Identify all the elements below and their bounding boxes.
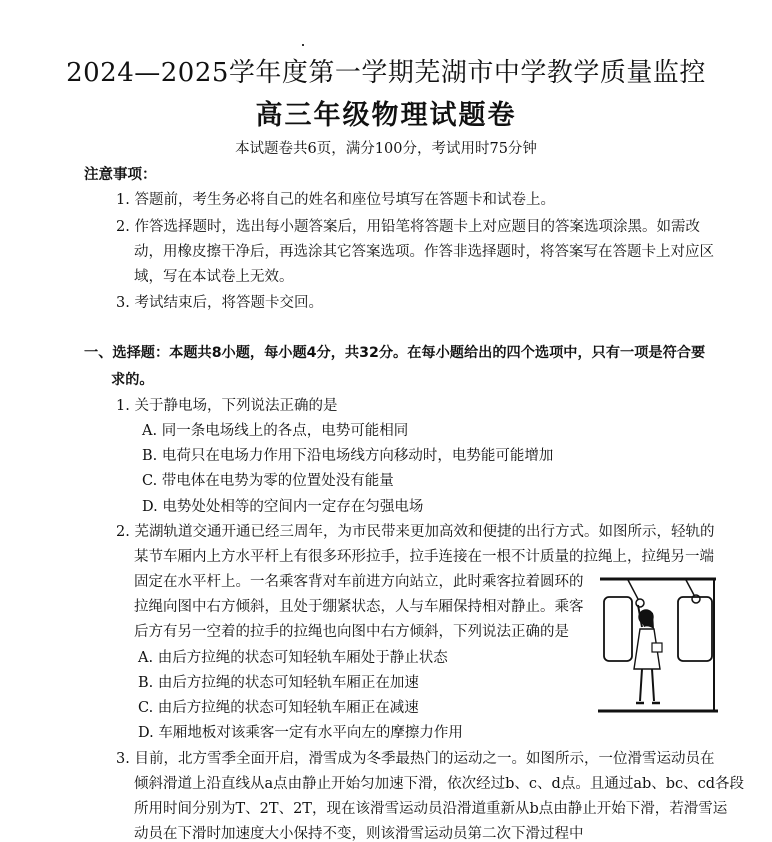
question-1-stem: 1. 关于静电场，下列说法正确的是: [116, 398, 338, 414]
section-heading-cont: 求的。: [111, 372, 154, 388]
exam-title: 2024—2025学年度第一学期芜湖市中学教学质量监控: [66, 58, 706, 88]
window-left: [604, 597, 632, 661]
question-2-option-c: C. 由后方拉绳的状态可知轻轨车厢正在减速: [138, 700, 419, 716]
note-item-2-cont: 动，用橡皮擦干净后，再选涂其它答案选项。作答非选择题时，将答案写在答题卡上对应区: [134, 244, 714, 260]
notes-heading: 注意事项：: [84, 167, 157, 183]
question-3-stem-1: 3. 目前，北方雪季全面开启，滑雪成为冬季最热门的运动之一。如图所示，一位滑雪运动员在: [116, 751, 715, 767]
question-2-stem-1: 2. 芜湖轨道交通开通已经三周年，为市民带来更加高效和便捷的出行方式。如图所示，轻轨的: [116, 524, 715, 540]
section-heading: 一、选择题：本题共8小题，每小题4分，共32分。在每小题给出的四个选项中，只有一项是符合要: [84, 345, 706, 361]
question-2-option-a: A. 由后方拉绳的状态可知轻轨车厢处于静止状态: [138, 650, 448, 666]
question-1-option-c: C. 带电体在电势为零的位置处没有能量: [142, 473, 394, 489]
question-3-stem-4: 动员在下滑时加速度大小保持不变，则该滑雪运动员第二次下滑过程中: [134, 826, 584, 842]
question-1-option-a: A. 同一条电场线上的各点，电势可能相同: [142, 423, 409, 439]
note-item-3: 3. 考试结束后，将答题卡交回。: [116, 295, 323, 311]
rear-strap: [686, 580, 694, 595]
question-2-option-d: D. 车厢地板对该乘客一定有水平向左的摩擦力作用: [138, 725, 463, 741]
question-1-option-b: B. 电荷只在电场力作用下沿电场线方向移动时，电势能可能增加: [142, 448, 554, 464]
passenger-leg-right: [652, 669, 654, 701]
exam-info: 本试题卷共6页，满分100分，考试用时75分钟: [235, 141, 537, 157]
question-2-stem-3: 固定在水平杆上。一名乘客背对车前进方向站立，此时乘客拉着圆环的: [134, 574, 584, 590]
scan-speck: [302, 44, 304, 46]
exam-subtitle: 高三年级物理试题卷: [255, 100, 517, 131]
note-item-2: 2. 作答选择题时，选出每小题答案后，用铅笔将答题卡上对应题目的答案选项涂黑。如需改: [116, 219, 700, 235]
question-1-option-d: D. 电势处处相等的空间内一定存在匀强电场: [142, 499, 424, 515]
passenger-strap: [628, 580, 638, 599]
passenger-leg-left: [640, 669, 642, 701]
question-3-stem-2: 倾斜滑道上沿直线从a点由静止开始匀加速下滑，依次经过b、c、d点。且通过ab、bc、cd各段: [134, 776, 745, 792]
passenger-bag: [652, 643, 662, 652]
question-2-stem-4: 拉绳向图中右方倾斜，且处于绷紧状态，人与车厢保持相对静止。乘客: [134, 599, 584, 615]
question-2-stem-2: 某节车厢内上方水平杆上有很多环形拉手，拉手连接在一根不计质量的拉绳上，拉绳另一端: [134, 549, 714, 565]
question-3-stem-3: 所用时间分别为T、2T、2T，现在该滑雪运动员沿滑道重新从b点由静止开始下滑，若滑雪运: [134, 801, 728, 817]
note-item-2-cont2: 域，写在本试卷上无效。: [134, 269, 294, 285]
question-2-option-b: B. 由后方拉绳的状态可知轻轨车厢正在加速: [138, 675, 419, 691]
train-passenger-figure: [598, 577, 718, 717]
note-item-1: 1. 答题前，考生务必将自己的姓名和座位号填写在答题卡和试卷上。: [116, 192, 555, 208]
window-right: [678, 597, 712, 661]
question-2-stem-5: 后方有另一空着的拉手的拉绳也向图中右方倾斜，下列说法正确的是: [134, 624, 569, 640]
